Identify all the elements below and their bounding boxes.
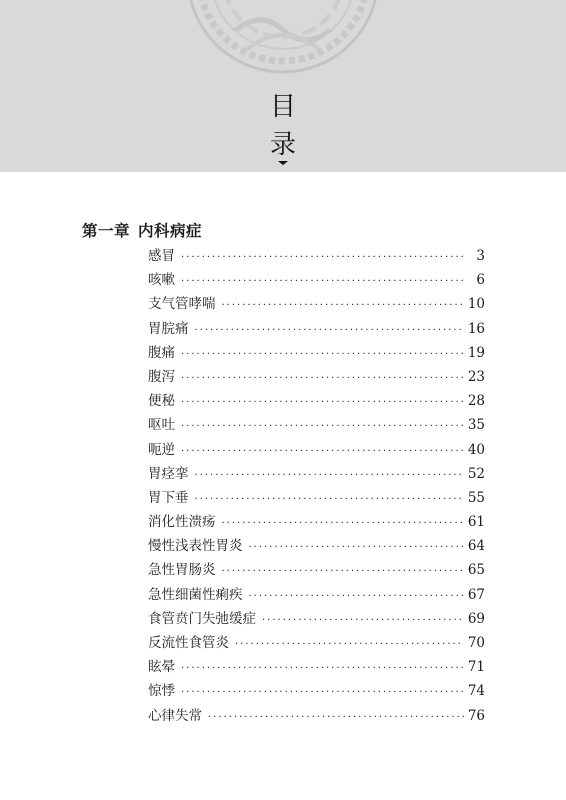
dot-leader xyxy=(181,415,464,439)
chapter-title: 内科病症 xyxy=(138,221,203,240)
toc-entry-page: 71 xyxy=(467,659,485,676)
toc-entry-page: 28 xyxy=(467,393,485,410)
toc-entry-title: 消化性溃疡 xyxy=(148,514,216,531)
toc-entry-page: 70 xyxy=(467,635,485,651)
toc-entry[interactable] xyxy=(148,341,485,365)
dot-leader xyxy=(222,294,464,318)
toc-entry[interactable] xyxy=(148,317,485,341)
toc-entry[interactable] xyxy=(148,534,485,558)
toc-entry-title: 咳嗽 xyxy=(148,272,175,289)
dot-leader xyxy=(195,464,464,488)
toc-entry-page: 23 xyxy=(467,368,485,385)
toc-entry[interactable] xyxy=(148,704,485,728)
toc-entry-page: 64 xyxy=(467,538,485,555)
toc-entry[interactable] xyxy=(148,389,485,413)
toc-entry-page: 35 xyxy=(467,417,485,434)
toc-entry[interactable] xyxy=(148,365,485,389)
toc-entry-title: 呕吐 xyxy=(148,417,175,434)
toc-entry[interactable] xyxy=(148,655,485,679)
toc-entry-title: 便秘 xyxy=(148,393,175,410)
toc-entry[interactable] xyxy=(148,510,485,534)
toc-entry-title: 腹泻 xyxy=(148,368,175,385)
toc-entry-page: 74 xyxy=(467,683,485,700)
toc-entry[interactable] xyxy=(148,413,485,437)
toc-list xyxy=(148,244,485,728)
toc-entry-page: 52 xyxy=(467,465,485,482)
toc-entry-page: 69 xyxy=(467,610,485,627)
toc-entry-page: 16 xyxy=(467,320,485,337)
dot-leader xyxy=(181,270,465,294)
toc-entry-title: 慢性浅表性胃炎 xyxy=(148,538,243,555)
toc-entry-page: 3 xyxy=(476,248,485,264)
toc-entry-title: 食管贲门失弛缓症 xyxy=(148,610,256,627)
toc-entry-page: 55 xyxy=(467,489,485,506)
dot-leader xyxy=(195,319,464,343)
dot-leader xyxy=(181,367,464,391)
toc-entry-title: 惊悸 xyxy=(148,683,175,700)
dot-leader xyxy=(222,512,464,536)
dot-leader xyxy=(181,657,464,681)
header-band xyxy=(0,0,566,172)
toc-entry-page: 19 xyxy=(467,344,485,361)
dot-leader xyxy=(235,633,464,657)
dot-leader xyxy=(181,343,464,367)
dot-leader xyxy=(222,560,464,584)
toc-entry[interactable] xyxy=(148,462,485,486)
toc-entry[interactable] xyxy=(148,244,485,268)
toc-entry-title: 腹痛 xyxy=(148,344,175,361)
toc-entry[interactable] xyxy=(148,292,485,316)
toc-entry-page: 76 xyxy=(467,707,485,724)
toc-entry-page: 10 xyxy=(467,296,485,313)
toc-entry[interactable] xyxy=(148,486,485,510)
toc-entry-title: 急性细菌性痢疾 xyxy=(148,586,243,603)
dot-leader xyxy=(181,391,464,415)
toc-entry-page: 65 xyxy=(467,562,485,579)
toc-entry[interactable] xyxy=(148,679,485,703)
toc-entry-page: 61 xyxy=(467,514,485,531)
dot-leader xyxy=(208,706,464,730)
toc-entry-title: 反流性食管炎 xyxy=(148,635,229,651)
toc-entry[interactable] xyxy=(148,583,485,607)
toc-entry-page: 40 xyxy=(467,441,485,458)
chapter-heading[interactable] xyxy=(82,219,202,241)
toc-entry-title: 眩晕 xyxy=(148,659,175,676)
toc-entry-title: 感冒 xyxy=(148,248,175,264)
page-title-line-1: 目 xyxy=(269,92,296,122)
dot-leader xyxy=(262,609,464,633)
toc-entry[interactable] xyxy=(148,558,485,582)
toc-entry[interactable] xyxy=(148,268,485,292)
dot-leader xyxy=(181,681,464,705)
dot-leader xyxy=(249,536,464,560)
toc-entry-title: 心律失常 xyxy=(148,707,202,724)
toc-entry-title: 胃痉挛 xyxy=(148,465,189,482)
dot-leader xyxy=(181,246,465,270)
toc-entry[interactable] xyxy=(148,438,485,462)
triangle-marker-icon xyxy=(278,161,288,165)
dot-leader xyxy=(181,440,464,464)
dot-leader xyxy=(249,585,464,609)
toc-entry-page: 67 xyxy=(467,586,485,603)
toc-entry-title: 胃下垂 xyxy=(148,489,189,506)
toc-entry-page: 6 xyxy=(476,272,485,289)
chapter-number: 第一章 xyxy=(82,221,131,240)
toc-entry[interactable] xyxy=(148,607,485,631)
toc-entry-title: 胃脘痛 xyxy=(148,320,189,337)
toc-entry[interactable] xyxy=(148,631,485,655)
toc-entry-title: 支气管哮喘 xyxy=(148,296,216,313)
page-title-line-2: 录 xyxy=(269,130,296,160)
toc-entry-title: 急性胃肠炎 xyxy=(148,562,216,579)
toc-entry-title: 呃逆 xyxy=(148,441,175,458)
decorative-medallion xyxy=(186,0,380,74)
dot-leader xyxy=(195,488,464,512)
